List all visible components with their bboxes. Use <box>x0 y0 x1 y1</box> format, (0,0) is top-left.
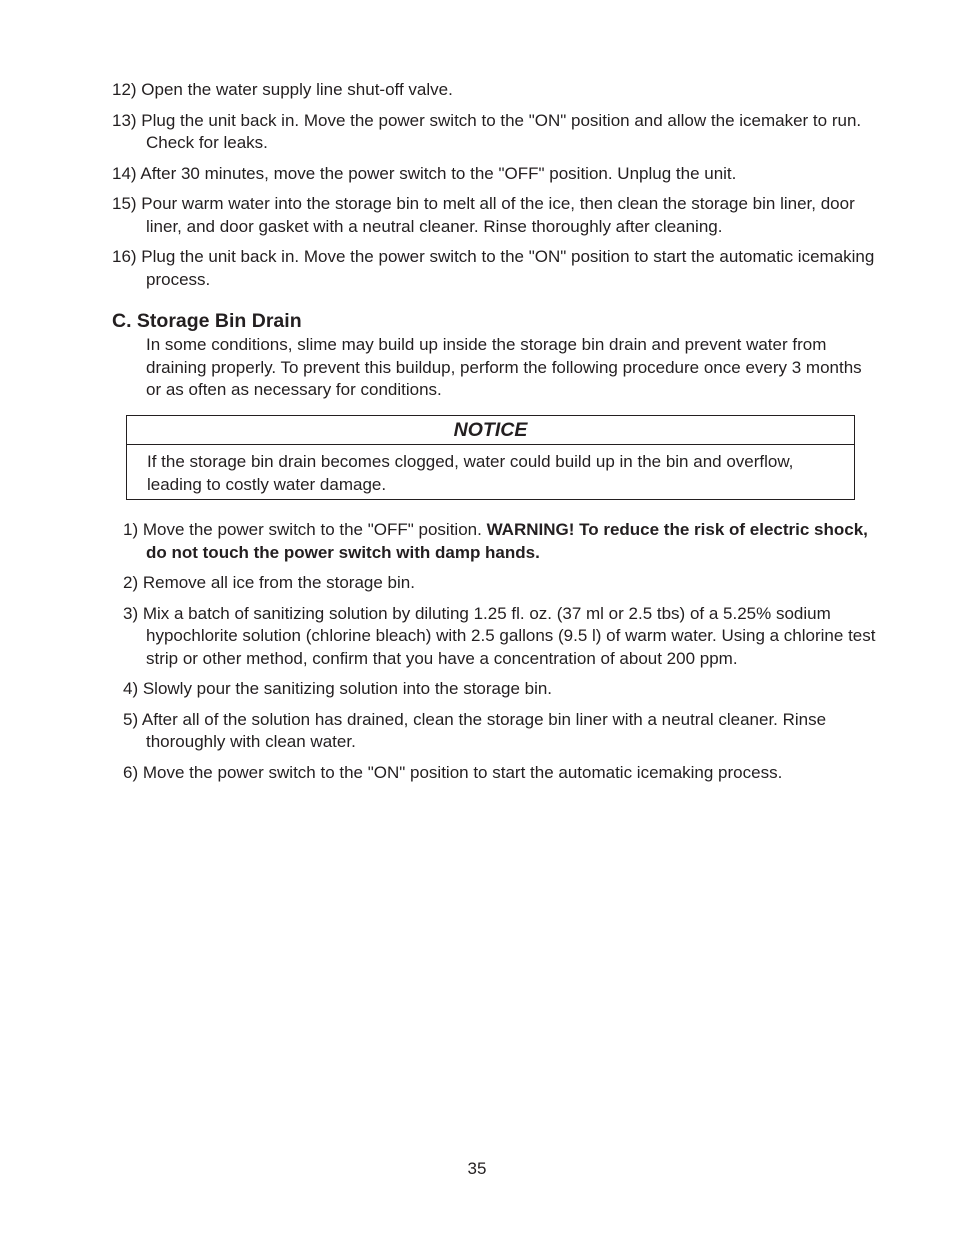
section-heading: C. Storage Bin Drain <box>112 310 302 332</box>
step-12: 12) Open the water supply line shut-off valve. <box>112 80 453 99</box>
step-14: 14) After 30 minutes, move the power switch to the "OFF" position. Unplug the unit. <box>112 163 737 183</box>
storage-bin-drain-steps <box>123 519 883 792</box>
drain-step-5: 5) After all of the solution has drained, clean the storage bin liner with a neutral cleaner. Rinse thoroughly with clean water. <box>123 709 827 751</box>
procedure-steps-continued <box>112 79 882 299</box>
section-intro-paragraph: In some conditions, slime may build up inside the storage bin drain and prevent water from draining properly. To prevent this buildup, perform the following procedure once every 3 months or as often as necessary for conditions. <box>146 335 862 399</box>
drain-step-6: 6) Move the power switch to the "ON" position to start the automatic icemaking process. <box>123 762 783 782</box>
notice-box <box>126 415 855 500</box>
warning-text: WARNING! To reduce the risk of electric shock, do not touch the power switch with damp hands. <box>146 520 868 562</box>
drain-step-4: 4) Slowly pour the sanitizing solution into the storage bin. <box>123 679 553 698</box>
step-15: 15) Pour warm water into the storage bin to melt all of the ice, then clean the storage bin liner, door liner, and door gasket with a neutral cleaner. Rinse thoroughly after cleaning. <box>112 194 855 236</box>
drain-step-3: 3) Mix a batch of sanitizing solution by diluting 1.25 fl. oz. (37 ml or 2.5 tbs) of a 5.25% sodium hypochlorite solution (chlorine bleach) with 2.5 gallons (9.5 l) of warm water. Using a chlorine test strip or other method, confirm that you have a concentration of about 200 ppm. <box>123 603 876 668</box>
step-13: 13) Plug the unit back in. Move the power switch to the "ON" position and allow the icemaker to run. Check for leaks. <box>112 110 862 152</box>
step-16: 16) Plug the unit back in. Move the power switch to the "ON" position to start the automatic icemaking process. <box>112 247 875 289</box>
page-number: 35 <box>467 1159 487 1178</box>
drain-step-1-text: 1) Move the power switch to the "OFF" position. <box>123 520 487 539</box>
drain-step-2: 2) Remove all ice from the storage bin. <box>123 573 415 592</box>
drain-step-1 <box>123 519 883 564</box>
notice-body: If the storage bin drain becomes clogged, water could build up in the bin and overflow, leading to costly water damage. <box>147 452 794 494</box>
notice-heading: NOTICE <box>127 416 854 445</box>
